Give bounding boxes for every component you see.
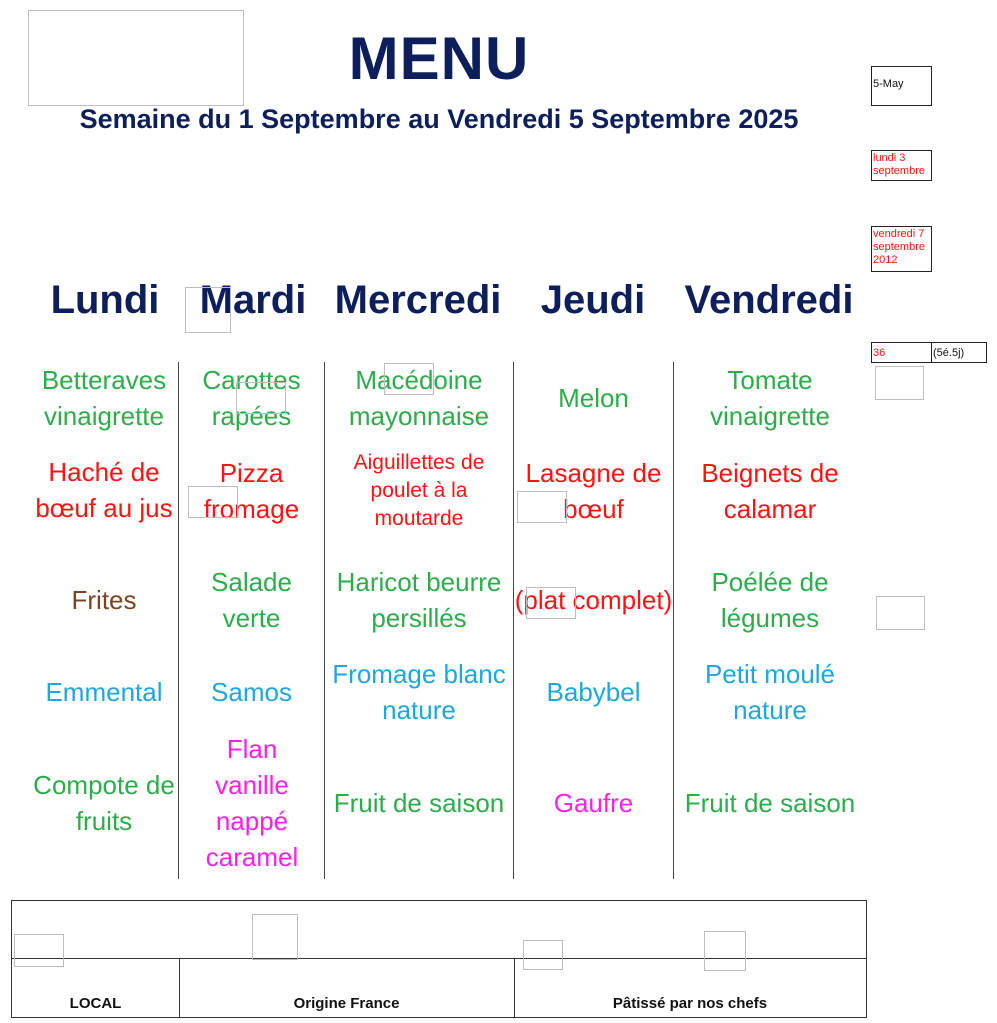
label-placeholder xyxy=(188,486,238,518)
dish-mardi-main: Pizza fromage xyxy=(203,458,300,524)
legend-icon-placeholder xyxy=(704,931,746,971)
dish-mercredi-cheese: Fromage blanc nature xyxy=(332,659,506,725)
label-placeholder xyxy=(384,363,434,395)
dish-jeudi-dessert: Gaufre xyxy=(553,788,634,818)
side-date: 5-May xyxy=(871,66,932,106)
dish-mercredi-starter: Macédoine mayonnaise xyxy=(348,365,490,431)
week-subtitle: Semaine du 1 Septembre au Vendredi 5 Septembre 2025 xyxy=(79,104,799,134)
label-placeholder xyxy=(526,587,576,619)
page-title: MENU xyxy=(348,25,530,92)
day-header-mardi: Mardi xyxy=(199,278,307,322)
dish-jeudi-side: (plat complet) xyxy=(514,585,673,615)
dish-lundi-starter: Betteraves vinaigrette xyxy=(41,365,167,431)
label-placeholder xyxy=(185,287,231,333)
dish-lundi-main: Haché de bœuf au jus xyxy=(35,457,173,523)
day-header-jeudi: Jeudi xyxy=(540,278,646,322)
side-week-code: (5é.5j) xyxy=(931,342,987,363)
dish-vendredi-dessert: Fruit de saison xyxy=(684,788,856,818)
dish-mercredi-dessert: Fruit de saison xyxy=(333,788,505,818)
dish-jeudi-starter: Melon xyxy=(558,383,629,413)
dish-mercredi-side: Haricot beurre persillés xyxy=(336,567,502,633)
legend-local: LOCAL xyxy=(69,995,122,1012)
dish-vendredi-starter: Tomate vinaigrette xyxy=(710,365,830,431)
dish-lundi-cheese: Emmental xyxy=(45,677,163,707)
side-placeholder xyxy=(875,366,924,400)
side-week-number: 36 xyxy=(871,342,932,363)
dish-vendredi-cheese: Petit moulé nature xyxy=(704,659,836,725)
side-end-date: vendredi 7 septembre 2012 xyxy=(871,226,932,272)
label-placeholder xyxy=(236,382,286,414)
day-header-mercredi: Mercredi xyxy=(334,278,502,322)
side-placeholder xyxy=(876,596,925,630)
dish-mardi-dessert: Flan vanille nappé caramel xyxy=(205,734,299,872)
legend-origin-france: Origine France xyxy=(293,995,400,1012)
dish-vendredi-side: Poélée de légumes xyxy=(711,567,829,633)
legend-icon-placeholder xyxy=(523,940,563,970)
dish-vendredi-main: Beignets de calamar xyxy=(701,458,839,524)
dish-mardi-cheese: Samos xyxy=(211,677,292,707)
dish-jeudi-main: Lasagne de bœuf xyxy=(525,458,662,524)
legend-pastry: Pâtissé par nos chefs xyxy=(612,995,768,1012)
legend-icon-placeholder xyxy=(14,934,64,967)
dish-lundi-side: Frites xyxy=(71,585,137,615)
legend-icon-placeholder xyxy=(252,914,298,960)
dish-mardi-starter: Carottes rapées xyxy=(202,365,301,431)
dish-jeudi-cheese: Babybel xyxy=(546,677,641,707)
dish-lundi-dessert: Compote de fruits xyxy=(33,770,175,836)
label-placeholder xyxy=(517,491,567,523)
side-start-date: lundi 3 septembre xyxy=(871,150,932,181)
dish-mardi-side: Salade verte xyxy=(211,567,292,633)
dish-mercredi-main: Aiguillettes de poulet à la moutarde xyxy=(353,451,485,530)
day-header-vendredi: Vendredi xyxy=(684,278,854,322)
legend-table xyxy=(11,900,867,1018)
day-header-lundi: Lundi xyxy=(50,278,160,322)
